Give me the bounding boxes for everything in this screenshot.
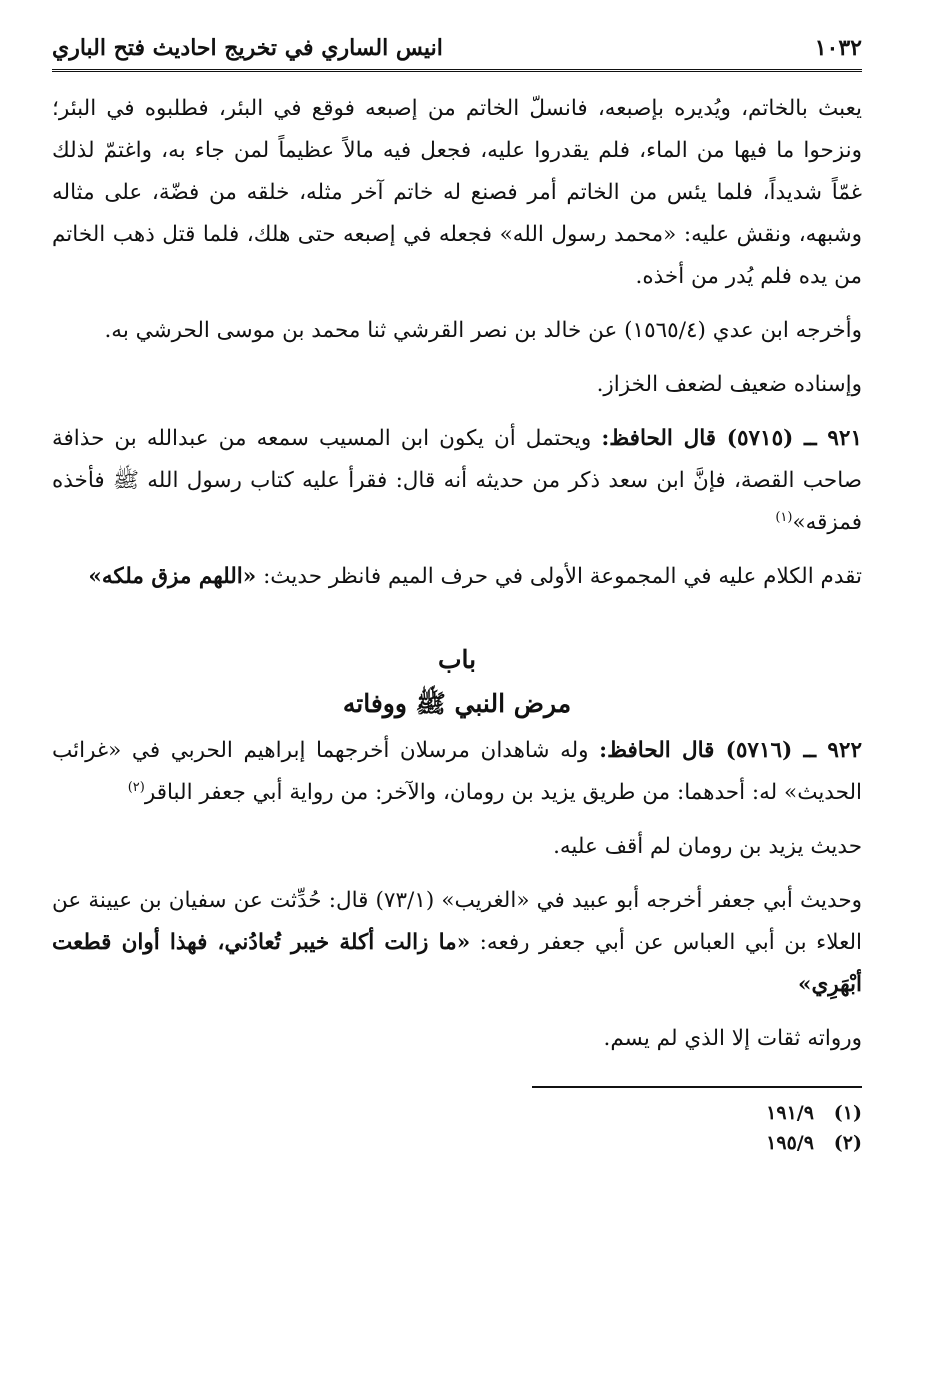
running-header — [52, 30, 862, 72]
paragraph-6-quote: «ما زالت أكلة خيبر تُعادُني، فهذا أوان قطعت أبْهَرِي» — [52, 930, 862, 997]
footnote-1-number: (١) — [833, 1102, 862, 1124]
footnote-ref-2: (٢) — [127, 779, 145, 795]
entry-922-lead: ٩٢٢ ــ (٥٧١٦) قال الحافظ: — [599, 738, 862, 763]
paragraph-1: يعبث بالخاتم، ويُديره بإصبعه، فانسلّ الخاتم من إصبعه فوقع في البئر، فطلبوه في البئر؛ ونزحوا ما فيها من الماء، فلم يقدروا عليه، فجعل فيه مالاً عظيماً لمن جاء به، واغتمّ لذلك غمّاً شديداً، فلما يئس من الخاتم أمر فصنع له خاتم آخر مثله، خلقه من فضّة، على مثاله وشبهه، ونقش عليه: «محمد رسول الله» فجعله في إصبعه حتى هلك، فلما قتل ذهب الخاتم من يده فلم يُدر من أخذه. — [52, 96, 862, 289]
paragraph-3: وإسناده ضعيف لضعف الخزاز. — [596, 372, 862, 397]
paragraph-7: ورواته ثقات إلا الذي لم يسم. — [603, 1026, 862, 1051]
book-title: انيس الساري في تخريج احاديث فتح الباري — [52, 35, 443, 61]
entry-921-lead: ٩٢١ ــ (٥٧١٥) قال الحافظ: — [601, 426, 863, 451]
document-page — [52, 30, 862, 1158]
paragraph-2: وأخرجه ابن عدي (١٥٦٥/٤) عن خالد بن نصر القرشي ثنا محمد بن موسى الحرشي به. — [104, 318, 862, 343]
footnote-2 — [52, 1128, 862, 1158]
chapter-label: باب — [437, 645, 477, 674]
paragraph-6-text: وحديث أبي جعفر أخرجه أبو عبيد في «الغريب» (٧٣/١) قال: حُدِّثت عن سفيان بن عيينة عن العلاء بن أبي العباس عن أبي جعفر رفعه: — [52, 888, 862, 955]
footnote-ref-1: (١) — [775, 509, 793, 525]
paragraph-4 — [52, 556, 862, 598]
entry-922-text: وله شاهدان مرسلان أخرجهما إبراهيم الحربي في «غرائب الحديث» له: أحدهما: من طريق يزيد بن رومان، والآخر: من رواية أبي جعفر الباقر — [52, 738, 862, 805]
paragraph-5: حديث يزيد بن رومان لم أقف عليه. — [553, 834, 862, 859]
footnote-2-number: (٢) — [833, 1132, 862, 1154]
paragraph-4-quote: «اللهم مزق ملكه» — [88, 564, 257, 589]
paragraph-4-text: تقدم الكلام عليه في المجموعة الأولى في حرف الميم فانظر حديث: — [256, 564, 862, 589]
footnote-1 — [52, 1098, 862, 1128]
entry-922 — [52, 730, 862, 814]
chapter-title: مرض النبي ﷺ ووفاته — [342, 689, 572, 718]
footnote-1-ref: ١٩١/٩ — [766, 1102, 814, 1124]
paragraph-6 — [52, 880, 862, 1006]
entry-921 — [52, 418, 862, 544]
footnote-2-ref: ١٩٥/٩ — [766, 1132, 814, 1154]
entry-921-text: ويحتمل أن يكون ابن المسيب سمعه من عبدالله بن حذافة صاحب القصة، فإنَّ ابن سعد ذكر من حديثه أنه قال: فقرأ عليه كتاب رسول الله ﷺ فأخذه فمزقه» — [52, 426, 862, 535]
page-number: ١٠٣٢ — [814, 35, 862, 61]
